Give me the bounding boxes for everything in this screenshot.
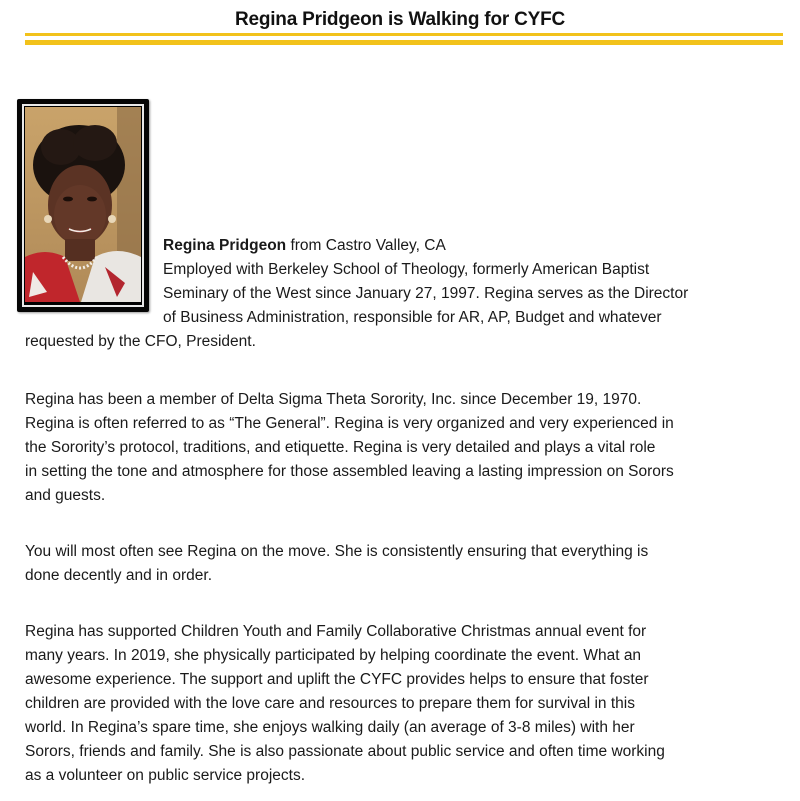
paragraph-cyfc-support (25, 620, 785, 788)
paragraph-line: awesome experience. The support and uplift the CYFC provides helps to ensure that foster (25, 671, 649, 688)
paragraph-line: in setting the tone and atmosphere for those assembled leaving a lasting impression on Sorors (25, 463, 674, 480)
paragraph-line: world. In Regina’s spare time, she enjoys walking daily (an average of 3-8 miles) with her (25, 719, 635, 736)
walker-name: Regina Pridgeon (163, 237, 287, 254)
portrait-photo (17, 99, 149, 312)
portrait-illustration (25, 107, 141, 302)
paragraph-sorority (25, 388, 785, 508)
paragraph-line: the Sorority’s protocol, traditions, and etiquette. Regina is very detailed and plays a vital role (25, 439, 656, 456)
intro-line-4: of Business Administration, responsible for AR, AP, Budget and whatever (163, 309, 662, 326)
paragraph-line: Regina has supported Children Youth and Family Collaborative Christmas annual event for (25, 623, 647, 640)
paragraph-line: done decently and in order. (25, 567, 212, 584)
intro-line-3: Seminary of the West since January 27, 1997. Regina serves as the Director (163, 285, 689, 302)
paragraph-on-the-move (25, 540, 785, 588)
title-rule-thin (25, 33, 783, 36)
paragraph-line: many years. In 2019, she physically participated by helping coordinate the event. What an (25, 647, 642, 664)
intro-line-5: requested by the CFO, President. (25, 333, 256, 350)
paragraph-line: Regina is often referred to as “The General”. Regina is very organized and very experienced in (25, 415, 674, 432)
title-rule-thick (25, 40, 783, 45)
intro-line-1 (163, 234, 783, 258)
photo-frame (22, 104, 144, 307)
paragraph-line: and guests. (25, 487, 106, 504)
intro-block (163, 234, 783, 330)
paragraph-line: as a volunteer on public service projects. (25, 767, 306, 784)
walker-location: from Castro Valley, CA (286, 237, 446, 254)
page-title: Regina Pridgeon is Walking for CYFC (234, 9, 566, 30)
paragraph-line: Sorors, friends and family. She is also passionate about public service and often time working (25, 743, 665, 760)
paragraph-line: Regina has been a member of Delta Sigma Theta Sorority, Inc. since December 19, 1970. (25, 391, 642, 408)
intro-line-2: Employed with Berkeley School of Theology, formerly American Baptist (163, 261, 650, 278)
paragraph-line: children are provided with the love care and resources to prepare them for survival in this (25, 695, 635, 712)
paragraph-line: You will most often see Regina on the move. She is consistently ensuring that everything is (25, 543, 649, 560)
